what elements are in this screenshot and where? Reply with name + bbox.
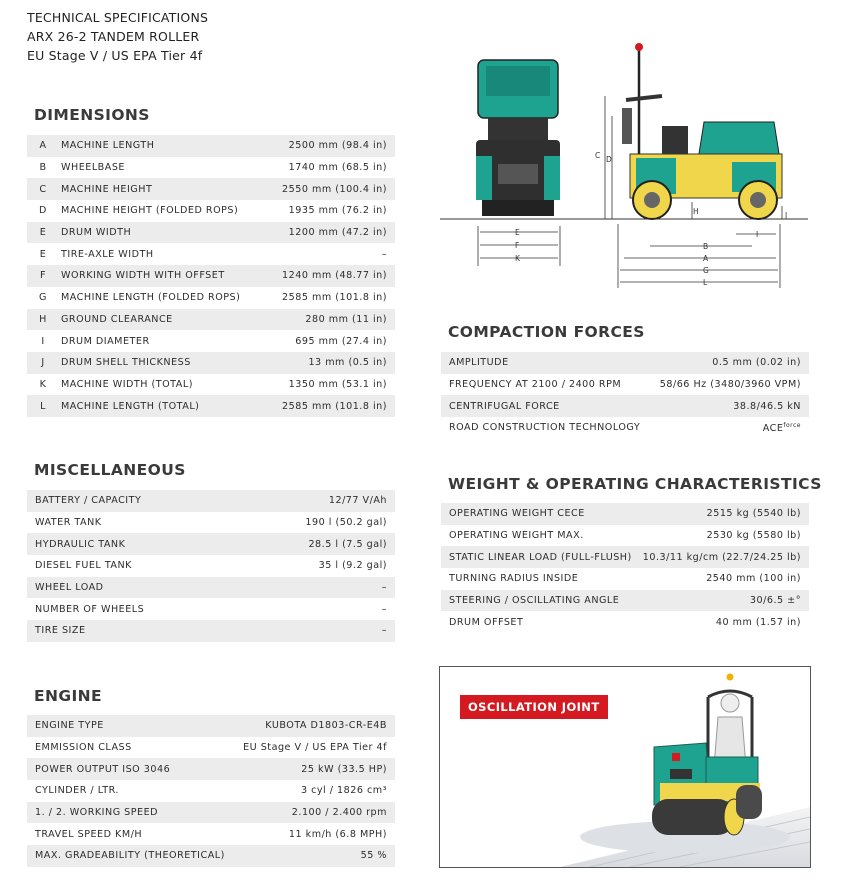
dim-label-g: G — [703, 266, 709, 275]
compaction-table — [441, 352, 809, 439]
table-row — [441, 546, 809, 568]
row-label: MACHINE WIDTH (TOTAL) — [61, 378, 193, 390]
row-label: AMPLITUDE — [449, 357, 509, 369]
row-value: 2500 mm (98.4 in) — [288, 140, 387, 152]
row-label: TURNING RADIUS INSIDE — [449, 573, 579, 585]
row-value: EU Stage V / US EPA Tier 4f — [243, 742, 387, 754]
row-value: 3 cyl / 1826 cm³ — [300, 785, 387, 797]
row-label: DRUM OFFSET — [449, 616, 524, 628]
table-row — [27, 395, 395, 417]
row-value: 1350 mm (53.1 in) — [288, 378, 387, 390]
row-letter: J — [41, 357, 45, 369]
dim-label-b: B — [703, 242, 709, 251]
table-row — [441, 590, 809, 612]
dim-label-d: D — [606, 155, 612, 164]
misc-title: MISCELLANEOUS — [34, 461, 186, 479]
row-letter: A — [39, 140, 47, 152]
table-row — [441, 611, 809, 633]
table-row — [441, 503, 809, 525]
row-letter: C — [39, 183, 47, 195]
row-label: POWER OUTPUT ISO 3046 — [35, 763, 171, 775]
row-value: 0.5 mm (0.02 in) — [712, 357, 801, 369]
dim-label-a: A — [703, 254, 709, 263]
side-view-roller — [622, 43, 782, 219]
table-row — [27, 200, 395, 222]
document-header — [27, 8, 208, 65]
dimensions-title: DIMENSIONS — [34, 106, 150, 124]
row-value: 10.3/11 kg/cm (22.7/24.25 lb) — [642, 551, 801, 563]
row-value: 25 kW (33.5 HP) — [301, 763, 387, 775]
oscillation-joint-label: OSCILLATION JOINT — [460, 695, 608, 719]
row-value: 1240 mm (48.77 in) — [282, 270, 387, 282]
table-row — [27, 598, 395, 620]
dim-label-e: E — [515, 228, 520, 237]
table-row — [27, 178, 395, 200]
row-value: 2.100 / 2.400 rpm — [291, 807, 387, 819]
row-value: – — [381, 603, 387, 615]
table-row — [27, 374, 395, 396]
dim-label-l: L — [703, 278, 708, 287]
row-letter: D — [39, 205, 47, 217]
row-label: WATER TANK — [35, 517, 102, 529]
row-label: TIRE SIZE — [35, 625, 86, 637]
compaction-title: COMPACTION FORCES — [448, 323, 645, 341]
table-row — [441, 395, 809, 417]
row-label: MACHINE LENGTH (TOTAL) — [61, 400, 200, 412]
row-value: – — [381, 248, 387, 260]
row-letter: H — [39, 313, 47, 325]
row-value: 2550 mm (100.4 in) — [282, 183, 387, 195]
misc-table — [27, 490, 395, 642]
row-label: CYLINDER / LTR. — [35, 785, 119, 797]
row-label: STATIC LINEAR LOAD (FULL-FLUSH) — [449, 551, 632, 563]
table-row — [27, 780, 395, 802]
table-row — [27, 243, 395, 265]
table-row — [27, 352, 395, 374]
row-letter: B — [39, 162, 47, 174]
dim-label-i: I — [756, 230, 759, 239]
dim-label-k: K — [515, 254, 520, 263]
row-value: 2540 mm (100 in) — [706, 573, 801, 585]
table-row — [27, 845, 395, 867]
table-row — [27, 555, 395, 577]
row-label: WORKING WIDTH WITH OFFSET — [61, 270, 225, 282]
oscillation-joint-image — [439, 666, 811, 868]
table-row — [27, 802, 395, 824]
table-row — [27, 309, 395, 331]
row-value: 30/6.5 ±° — [749, 595, 801, 607]
row-value: 1200 mm (47.2 in) — [288, 227, 387, 239]
row-value: 1740 mm (68.5 in) — [288, 162, 387, 174]
row-value: KUBOTA D1803-CR-E4B — [265, 720, 387, 732]
row-value: 2585 mm (101.8 in) — [282, 292, 387, 304]
row-value: 1935 mm (76.2 in) — [288, 205, 387, 217]
table-row — [27, 512, 395, 534]
table-row — [27, 737, 395, 759]
row-label: EMMISSION CLASS — [35, 742, 132, 754]
row-label: MACHINE HEIGHT (FOLDED ROPS) — [61, 205, 239, 217]
row-label: 1. / 2. WORKING SPEED — [35, 807, 159, 819]
row-value: 12/77 V/Ah — [328, 495, 387, 507]
header-model: ARX 26-2 TANDEM ROLLER — [27, 29, 200, 44]
table-row — [441, 352, 809, 374]
table-row — [441, 525, 809, 547]
row-letter: F — [39, 270, 47, 282]
table-row — [27, 265, 395, 287]
row-label: HYDRAULIC TANK — [35, 538, 126, 550]
machine-dimension-drawing — [436, 36, 812, 292]
row-label: FREQUENCY AT 2100 / 2400 RPM — [449, 379, 622, 391]
table-row — [27, 758, 395, 780]
table-row — [27, 715, 395, 737]
row-label: WHEEL LOAD — [35, 582, 104, 594]
table-row — [27, 620, 395, 642]
ace-text: ACE — [762, 423, 784, 434]
engine-table — [27, 715, 395, 867]
row-value: – — [381, 625, 387, 637]
row-value: 190 l (50.2 gal) — [305, 517, 387, 529]
weight-table — [441, 503, 809, 633]
row-letter: G — [39, 292, 47, 304]
table-row — [441, 374, 809, 396]
row-value: 13 mm (0.5 in) — [308, 357, 387, 369]
row-value: 280 mm (11 in) — [305, 313, 387, 325]
row-label: MACHINE LENGTH (FOLDED ROPS) — [61, 292, 241, 304]
row-label: DIESEL FUEL TANK — [35, 560, 132, 572]
table-row — [27, 533, 395, 555]
row-label: GROUND CLEARANCE — [61, 313, 173, 325]
row-letter: K — [39, 378, 47, 390]
row-label: ROAD CONSTRUCTION TECHNOLOGY — [449, 422, 641, 434]
front-view-roller — [476, 60, 560, 216]
row-label: BATTERY / CAPACITY — [35, 495, 142, 507]
row-label: MAX. GRADEABILITY (THEORETICAL) — [35, 850, 225, 862]
row-value: 2585 mm (101.8 in) — [282, 400, 387, 412]
row-value: 2515 kg (5540 lb) — [706, 508, 801, 520]
row-letter: L — [40, 400, 46, 412]
row-label: DRUM DIAMETER — [61, 335, 150, 347]
table-row — [441, 417, 809, 439]
row-value: 35 l (9.2 gal) — [318, 560, 387, 572]
row-letter: I — [41, 335, 45, 347]
row-label: MACHINE LENGTH — [61, 140, 155, 152]
row-label: STEERING / OSCILLATING ANGLE — [449, 595, 620, 607]
table-row — [27, 823, 395, 845]
dimensions-table — [27, 135, 395, 417]
row-label: DRUM SHELL THICKNESS — [61, 357, 191, 369]
row-value: 58/66 Hz (3480/3960 VPM) — [659, 379, 801, 391]
table-row — [27, 157, 395, 179]
header-title: TECHNICAL SPECIFICATIONS — [27, 10, 209, 25]
row-value: 28.5 l (7.5 gal) — [308, 538, 387, 550]
row-label: OPERATING WEIGHT MAX. — [449, 530, 584, 542]
dim-label-j: J — [785, 211, 788, 220]
row-label: MACHINE HEIGHT — [61, 183, 153, 195]
row-label: TRAVEL SPEED KM/H — [35, 828, 143, 840]
row-label: NUMBER OF WHEELS — [35, 603, 145, 615]
engine-title: ENGINE — [34, 687, 103, 705]
table-row — [441, 568, 809, 590]
row-letter: E — [39, 248, 47, 260]
row-value — [763, 422, 809, 434]
table-row — [27, 135, 395, 157]
row-value: 2530 kg (5580 lb) — [706, 530, 801, 542]
row-label: DRUM WIDTH — [61, 227, 132, 239]
table-row — [27, 577, 395, 599]
table-row — [27, 490, 395, 512]
row-letter: E — [39, 227, 47, 239]
row-value: 695 mm (27.4 in) — [295, 335, 387, 347]
dim-label-f: F — [515, 241, 520, 250]
row-value: – — [381, 582, 387, 594]
row-value: 55 % — [360, 850, 387, 862]
table-row — [27, 287, 395, 309]
table-row — [27, 222, 395, 244]
row-label: OPERATING WEIGHT CECE — [449, 508, 585, 520]
row-value: 38.8/46.5 kN — [733, 400, 801, 412]
row-value: 11 km/h (6.8 MPH) — [288, 828, 387, 840]
row-label: WHEELBASE — [61, 162, 125, 174]
row-value: 40 mm (1.57 in) — [715, 616, 801, 628]
header-emission: EU Stage V / US EPA Tier 4f — [27, 48, 203, 63]
row-label: CENTRIFUGAL FORCE — [449, 400, 560, 412]
dim-label-c: C — [595, 151, 601, 160]
row-label: ENGINE TYPE — [35, 720, 104, 732]
table-row — [27, 330, 395, 352]
row-label: TIRE-AXLE WIDTH — [61, 248, 154, 260]
ace-superscript: force — [783, 421, 801, 429]
weight-title: WEIGHT & OPERATING CHARACTERISTICS — [448, 475, 822, 493]
dim-label-h: H — [693, 207, 699, 216]
